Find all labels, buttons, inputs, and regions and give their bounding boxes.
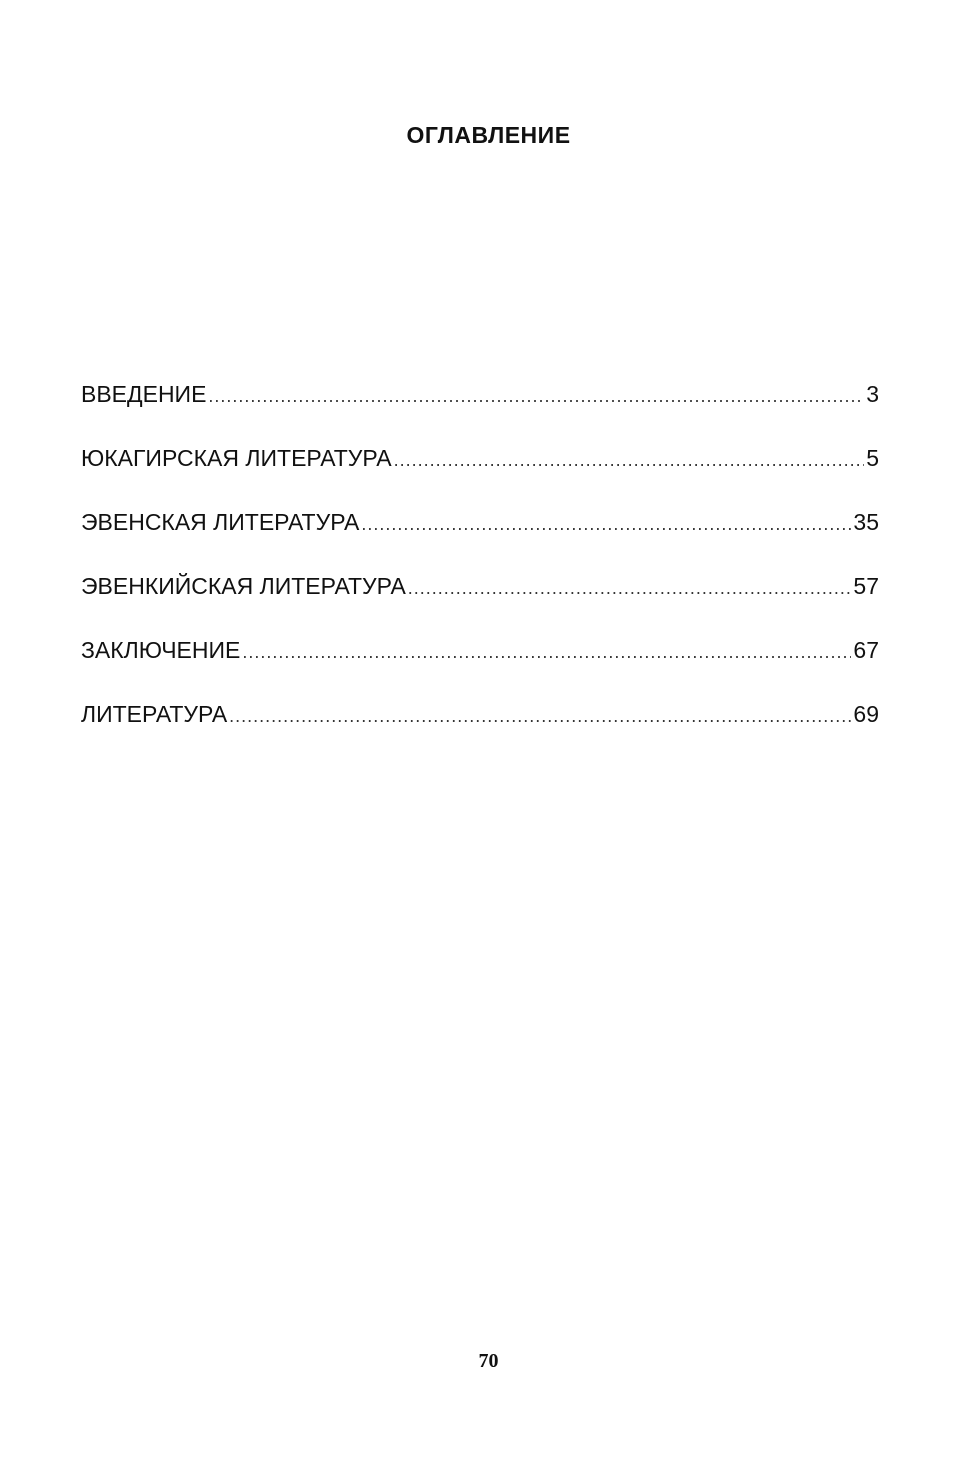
- toc-entry-label: ЗАКЛЮЧЕНИЕ: [81, 637, 241, 663]
- toc-leader-dots: [408, 572, 852, 604]
- toc-leader-dots: [394, 444, 865, 476]
- toc-entry-label: ЭВЕНСКАЯ ЛИТЕРАТУРА: [81, 509, 360, 535]
- toc-entry-page: 67: [853, 637, 879, 663]
- toc-leader-dots: [208, 380, 864, 412]
- toc-entry-label: ЭВЕНКИЙСКАЯ ЛИТЕРАТУРА: [81, 573, 406, 599]
- toc-entry-page: 5: [866, 445, 879, 471]
- toc-entry-page: 3: [866, 381, 879, 407]
- toc-entry-yukaghir-literature[interactable]: [81, 442, 879, 506]
- toc-leader-dots: [361, 508, 851, 540]
- toc-entry-page: 69: [853, 701, 879, 727]
- toc-entry-conclusion[interactable]: [81, 634, 879, 698]
- page-number: 70: [478, 1350, 499, 1372]
- toc-leader-dots: [242, 636, 851, 668]
- toc-entry-label: ВВЕДЕНИЕ: [81, 381, 207, 407]
- toc-entry-page: 35: [853, 509, 879, 535]
- toc-entry-even-literature[interactable]: [81, 506, 879, 570]
- toc-entry-introduction[interactable]: [81, 378, 879, 442]
- toc-entry-evenki-literature[interactable]: [81, 570, 879, 634]
- toc-leader-dots: [229, 700, 851, 732]
- toc-entry-label: ЛИТЕРАТУРА: [81, 701, 228, 727]
- table-of-contents: [81, 378, 879, 762]
- toc-entry-references[interactable]: [81, 698, 879, 762]
- page-title: ОГЛАВЛЕНИЕ: [406, 122, 571, 148]
- toc-entry-page: 57: [853, 573, 879, 599]
- toc-entry-label: ЮКАГИРСКАЯ ЛИТЕРАТУРА: [81, 445, 392, 471]
